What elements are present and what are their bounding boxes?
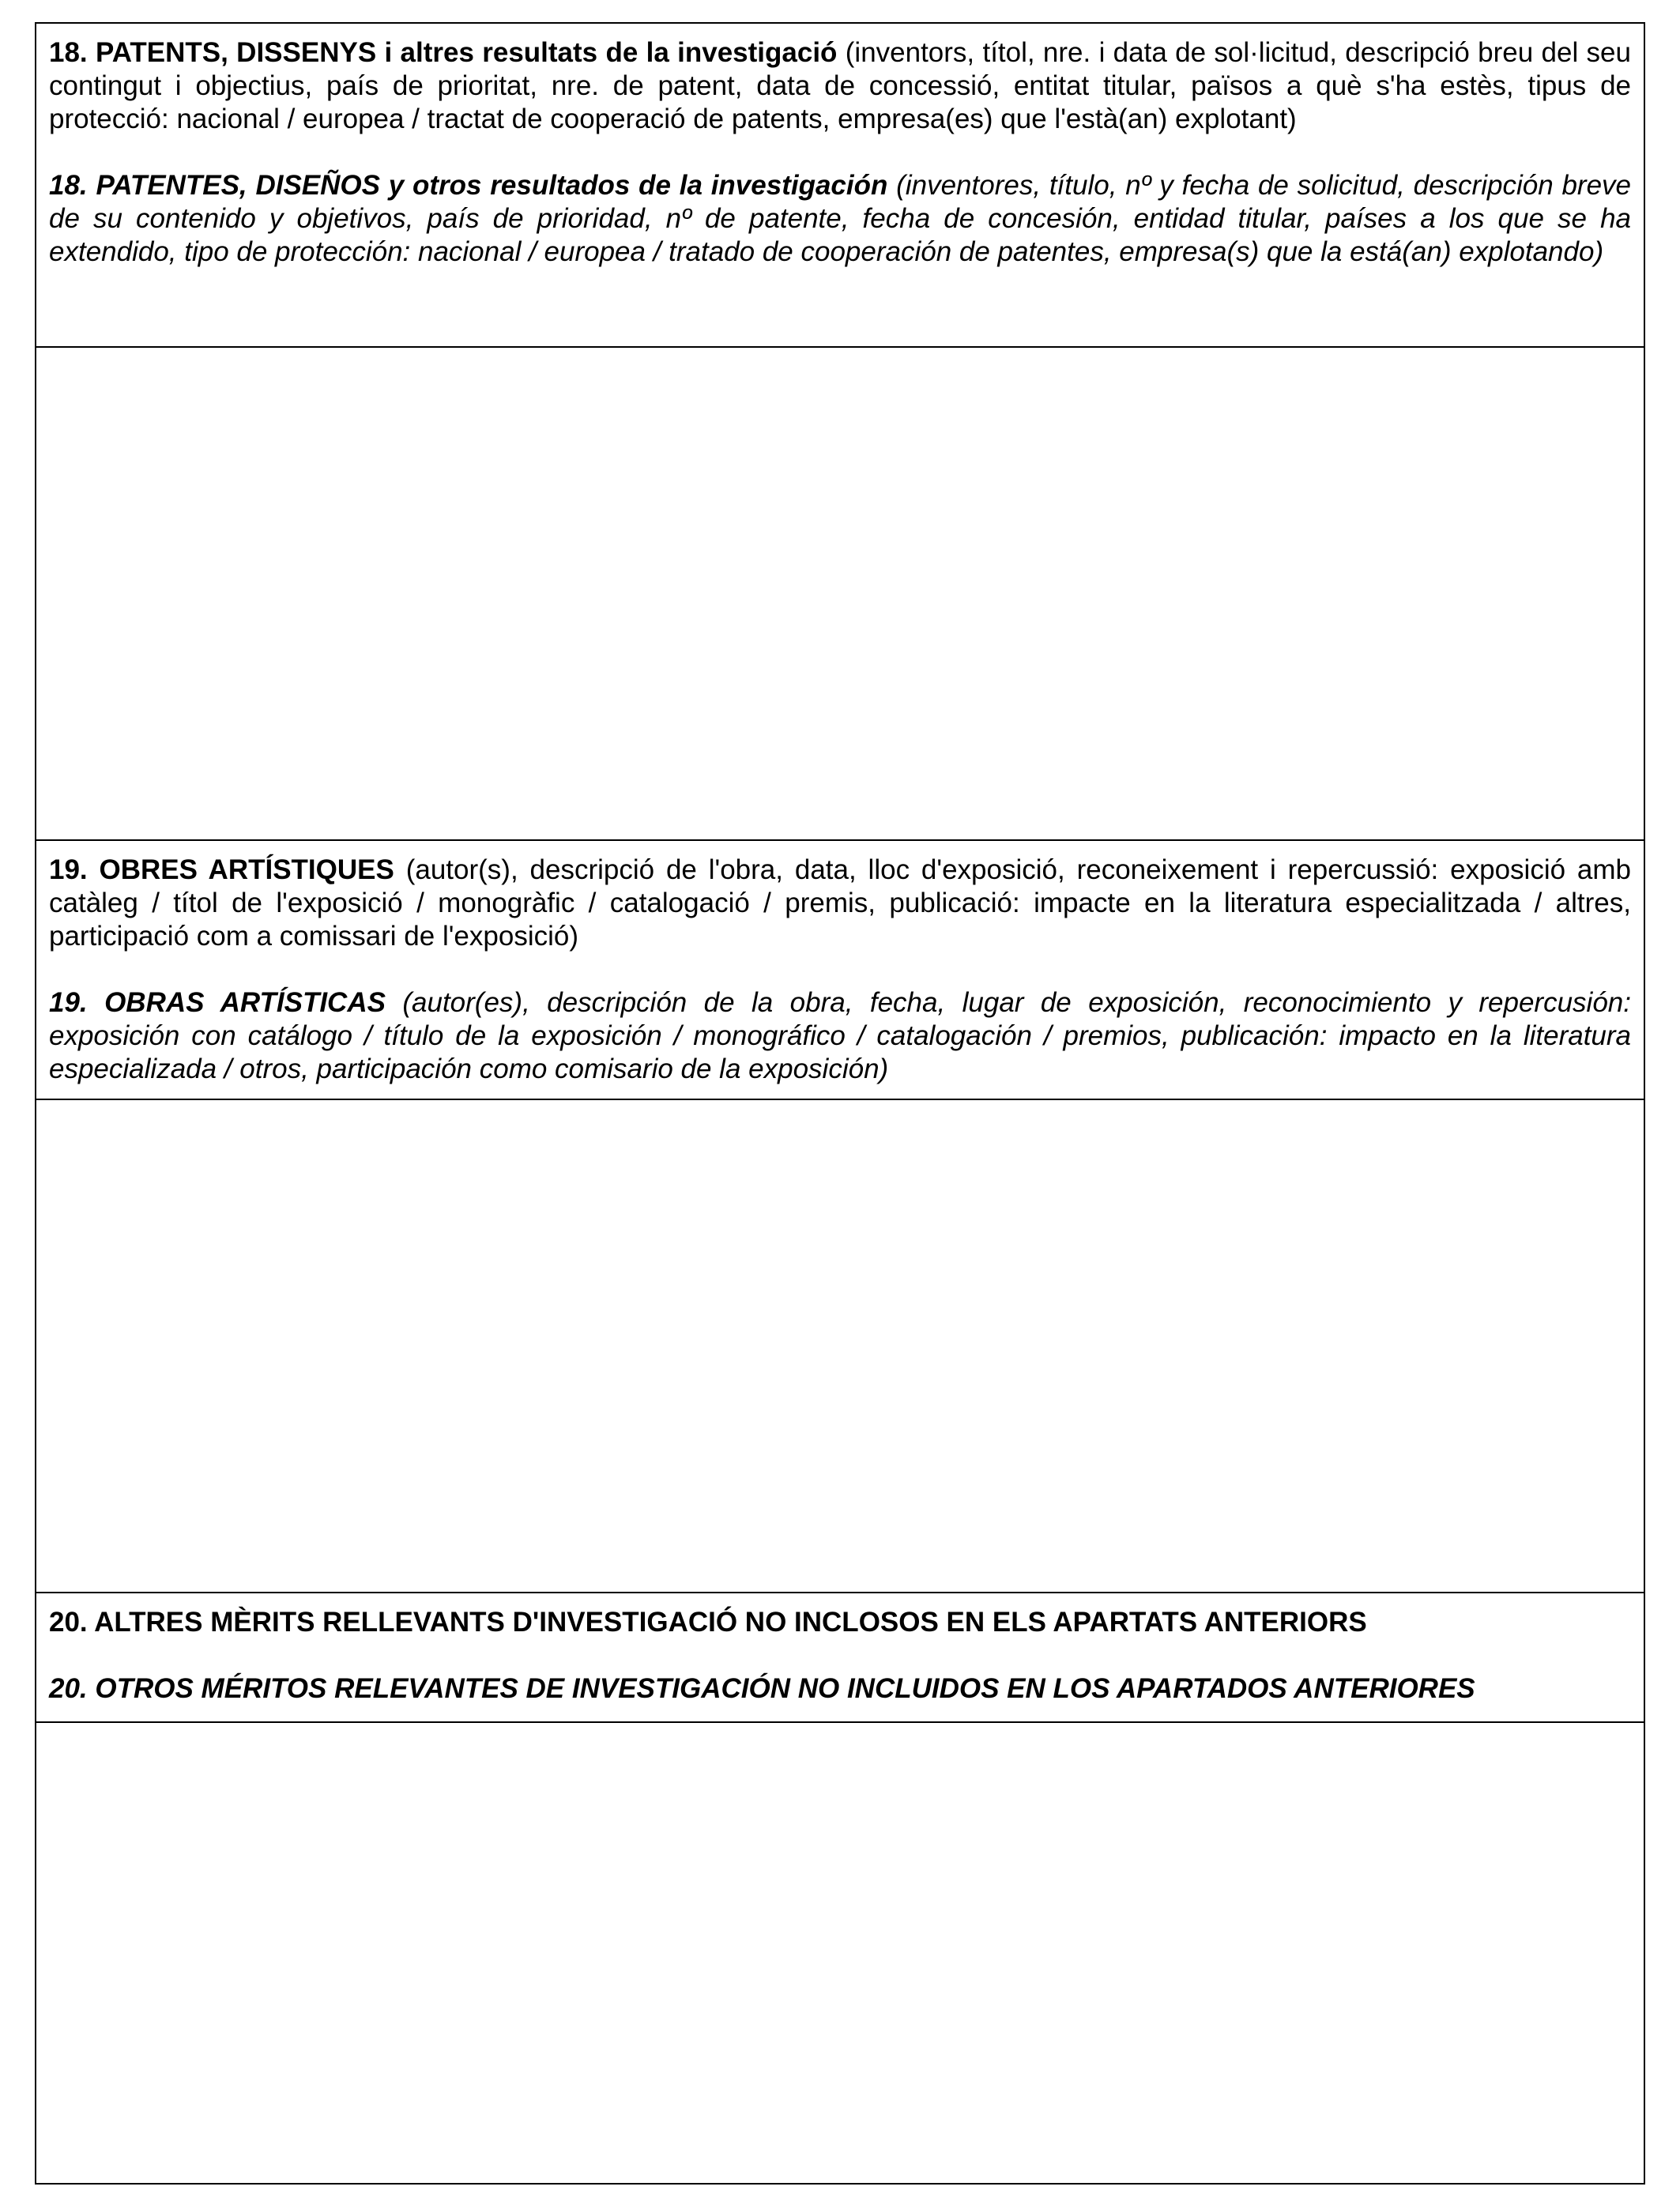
section-20-spanish-heading: [49, 1672, 1631, 1706]
section-20-answer-row: [36, 1722, 1644, 2184]
cv-form-table: [35, 22, 1645, 2185]
section-18-catalan-title: 18. PATENTS, DISSENYS i altres resultats de la investigació: [49, 37, 838, 68]
section-18-spanish-heading: [49, 169, 1631, 269]
section-19-spanish-title: 19. OBRAS ARTÍSTICAS: [49, 987, 386, 1018]
section-20-header-row: [36, 1593, 1644, 1722]
section-18-header-row: [36, 23, 1644, 347]
section-20-answer-field[interactable]: [36, 1722, 1644, 2184]
section-19-header-row: [36, 840, 1644, 1099]
section-19-catalan-description: (autor(s), descripció de l'obra, data, lloc d'exposició, reconeixement i repercussió: exposició amb catàleg / títol de l'exposició / monogràfic / catalogació / premis, publicació: impacte en la literatura especialitzada / altres, participació com a comissari de l'exposició): [49, 854, 1632, 952]
section-19-header: [36, 840, 1644, 1099]
section-18-answer-field[interactable]: [36, 347, 1644, 840]
section-19-spanish-description: (autor(es), descripción de la obra, fecha, lugar de exposición, reconocimiento y repercusión: exposición con catálogo / título de la exposición / monográfico / catalogación / premios, publicación: impacto en la literatura especializada / otros, participación como comisario de la exposición): [49, 987, 1631, 1084]
section-19-catalan-heading: [49, 841, 1631, 953]
section-19-catalan-title: 19. OBRES ARTÍSTIQUES: [49, 854, 394, 885]
section-20-header: [36, 1593, 1644, 1722]
section-18-spanish-description: (inventores, título, nº y fecha de solicitud, descripción breve de su contenido y objetivos, país de prioridad, nº de patente, fecha de concesión, entidad titular, países a los que se ha extendido, tipo de protección: nacional / europea / tratado de cooperación de patentes, empresa(s) que la está(an) explotando): [49, 170, 1631, 267]
section-18-header: [36, 23, 1644, 347]
section-18-catalan-description: (inventors, títol, nre. i data de sol·licitud, descripció breu del seu contingut i objectius, país de prioritat, nre. de patent, data de concessió, entitat titular, països a què s'ha estès, tipus de protecció: nacional / europea / tractat de cooperació de patents, empresa(es) que l'està(an) explotant): [49, 37, 1631, 134]
section-18-answer-row: [36, 347, 1644, 840]
section-19-answer-row: [36, 1099, 1644, 1593]
section-20-catalan-title: 20. ALTRES MÈRITS RELLEVANTS D'INVESTIGACIÓ NO INCLOSOS EN ELS APARTATS ANTERIORS: [49, 1607, 1367, 1638]
section-18-catalan-heading: [49, 24, 1631, 136]
section-20-catalan-heading: [49, 1593, 1631, 1639]
section-19-answer-field[interactable]: [36, 1099, 1644, 1593]
section-19-spanish-heading: [49, 986, 1631, 1086]
section-20-spanish-title: 20. OTROS MÉRITOS RELEVANTES DE INVESTIGACIÓN NO INCLUIDOS EN LOS APARTADOS ANTERIORES: [49, 1673, 1475, 1704]
section-18-spanish-title: 18. PATENTES, DISEÑOS y otros resultados de la investigación: [49, 170, 888, 201]
